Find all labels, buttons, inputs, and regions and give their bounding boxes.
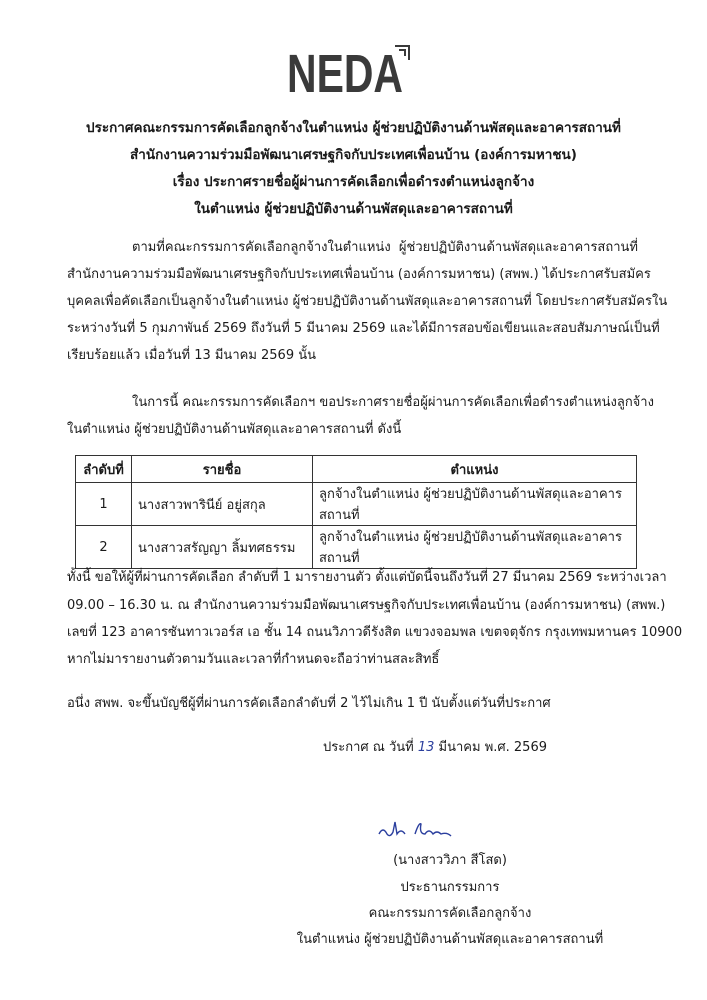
paragraph-3-line: หากไม่มารายงานตัวตามวันและเวลาที่กำหนดจะถือว่าท่านสละสิทธิ์ bbox=[67, 652, 440, 667]
paragraph-1-line: บุคคลเพื่อคัดเลือกเป็นลูกจ้างในตำแหน่ง ผู้ช่วยปฏิบัติงานด้านพัสดุและอาคารสถานที่ โดยประกาศรับสมัครใน bbox=[67, 294, 668, 309]
paragraph-1-line: ระหว่างวันที่ 5 กุมภาพันธ์ 2569 ถึงวันที่ 5 มีนาคม 2569 และได้มีการสอบข้อเขียนและสอบสัมภาษณ์เป็นที่ bbox=[67, 321, 660, 336]
header-order: ลำดับที่ bbox=[76, 456, 132, 483]
announce-date bbox=[323, 736, 547, 757]
title-line: ประกาศคณะกรรมการคัดเลือกลูกจ้างในตำแหน่ง ผู้ช่วยปฏิบัติงานด้านพัสดุและอาคารสถานที่ bbox=[86, 120, 621, 136]
cell-name: นางสาวพารินีย์ อยู่สกุล bbox=[132, 483, 313, 526]
cell-position: ลูกจ้างในตำแหน่ง ผู้ช่วยปฏิบัติงานด้านพัสดุและอาคารสถานที่ bbox=[313, 483, 637, 526]
paragraph-2-line: ในตำแหน่ง ผู้ช่วยปฏิบัติงานด้านพัสดุและอาคารสถานที่ ดังนี้ bbox=[67, 422, 402, 437]
paragraph-3-line: ทั้งนี้ ขอให้ผู้ที่ผ่านการคัดเลือก ลำดับที่ 1 มารายงานตัว ตั้งแต่บัดนี้จนถึงวันที่ 27 มีนาคม 2569 ระหว่างเวลา bbox=[67, 570, 667, 585]
cell-order: 2 bbox=[76, 526, 132, 569]
signatory-name: (นางสาววิภา สีโสด) bbox=[393, 853, 507, 868]
date-suffix: มีนาคม พ.ศ. 2569 bbox=[434, 740, 547, 755]
signatory-position: ประธานกรรมการ bbox=[400, 880, 500, 895]
handwritten-signature bbox=[375, 818, 465, 846]
cell-order: 1 bbox=[76, 483, 132, 526]
paragraph-1-line: เรียบร้อยแล้ว เมื่อวันที่ 13 มีนาคม 2569 นั้น bbox=[67, 348, 317, 363]
cell-name: นางสาวสรัญญา ลิ้มทศธรรม bbox=[132, 526, 313, 569]
header-name: รายชื่อ bbox=[132, 456, 313, 483]
cell-position: ลูกจ้างในตำแหน่ง ผู้ช่วยปฏิบัติงานด้านพัสดุและอาคารสถานที่ bbox=[313, 526, 637, 569]
paragraph-3-line: 09.00 – 16.30 น. ณ สำนักงานความร่วมมือพัฒนาเศรษฐกิจกับประเทศเพื่อนบ้าน (องค์การมหาชน) (สพพ.) bbox=[67, 598, 666, 613]
date-prefix: ประกาศ ณ วันที่ bbox=[323, 740, 418, 755]
selected-candidates-table bbox=[75, 455, 637, 569]
paragraph-3-line: เลขที่ 123 อาคารซันทาวเวอร์ส เอ ชั้น 14 ถนนวิภาวดีรังสิต แขวงจอมพล เขตจตุจักร กรุงเทพมหานคร 10900 bbox=[67, 625, 683, 640]
paragraph-1-line: สำนักงานความร่วมมือพัฒนาเศรษฐกิจกับประเทศเพื่อนบ้าน (องค์การมหาชน) (สพพ.) ได้ประกาศรับสมัคร bbox=[67, 267, 651, 282]
title-line: ในตำแหน่ง ผู้ช่วยปฏิบัติงานด้านพัสดุและอาคารสถานที่ bbox=[194, 201, 513, 217]
neda-logo bbox=[285, 40, 415, 104]
signatory-role: ในตำแหน่ง ผู้ช่วยปฏิบัติงานด้านพัสดุและอาคารสถานที่ bbox=[296, 932, 604, 947]
header-position: ตำแหน่ง bbox=[313, 456, 637, 483]
paragraph-2-line: ในการนี้ คณะกรรมการคัดเลือกฯ ขอประกาศรายชื่อผู้ผ่านการคัดเลือกเพื่อดำรงตำแหน่งลูกจ้าง bbox=[132, 395, 654, 410]
table-row bbox=[76, 483, 637, 526]
title-line: เรื่อง ประกาศรายชื่อผู้ผ่านการคัดเลือกเพื่อดำรงตำแหน่งลูกจ้าง bbox=[172, 174, 535, 190]
paragraph-4: อนึ่ง สพพ. จะขึ้นบัญชีผู้ที่ผ่านการคัดเลือกลำดับที่ 2 ไว้ไม่เกิน 1 ปี นับตั้งแต่วันที่ประกาศ bbox=[67, 696, 551, 711]
title-line: สำนักงานความร่วมมือพัฒนาเศรษฐกิจกับประเทศเพื่อนบ้าน (องค์การมหาชน) bbox=[130, 147, 577, 163]
svg-text:NEDA: NEDA bbox=[287, 44, 403, 104]
date-day-handwritten: 13 bbox=[417, 740, 435, 755]
table-row bbox=[76, 526, 637, 569]
signatory-committee: คณะกรรมการคัดเลือกลูกจ้าง bbox=[368, 906, 532, 921]
paragraph-1-line: ตามที่คณะกรรมการคัดเลือกลูกจ้างในตำแหน่ง ผู้ช่วยปฏิบัติงานด้านพัสดุและอาคารสถานที่ bbox=[132, 240, 638, 255]
table-header-row bbox=[76, 456, 637, 483]
